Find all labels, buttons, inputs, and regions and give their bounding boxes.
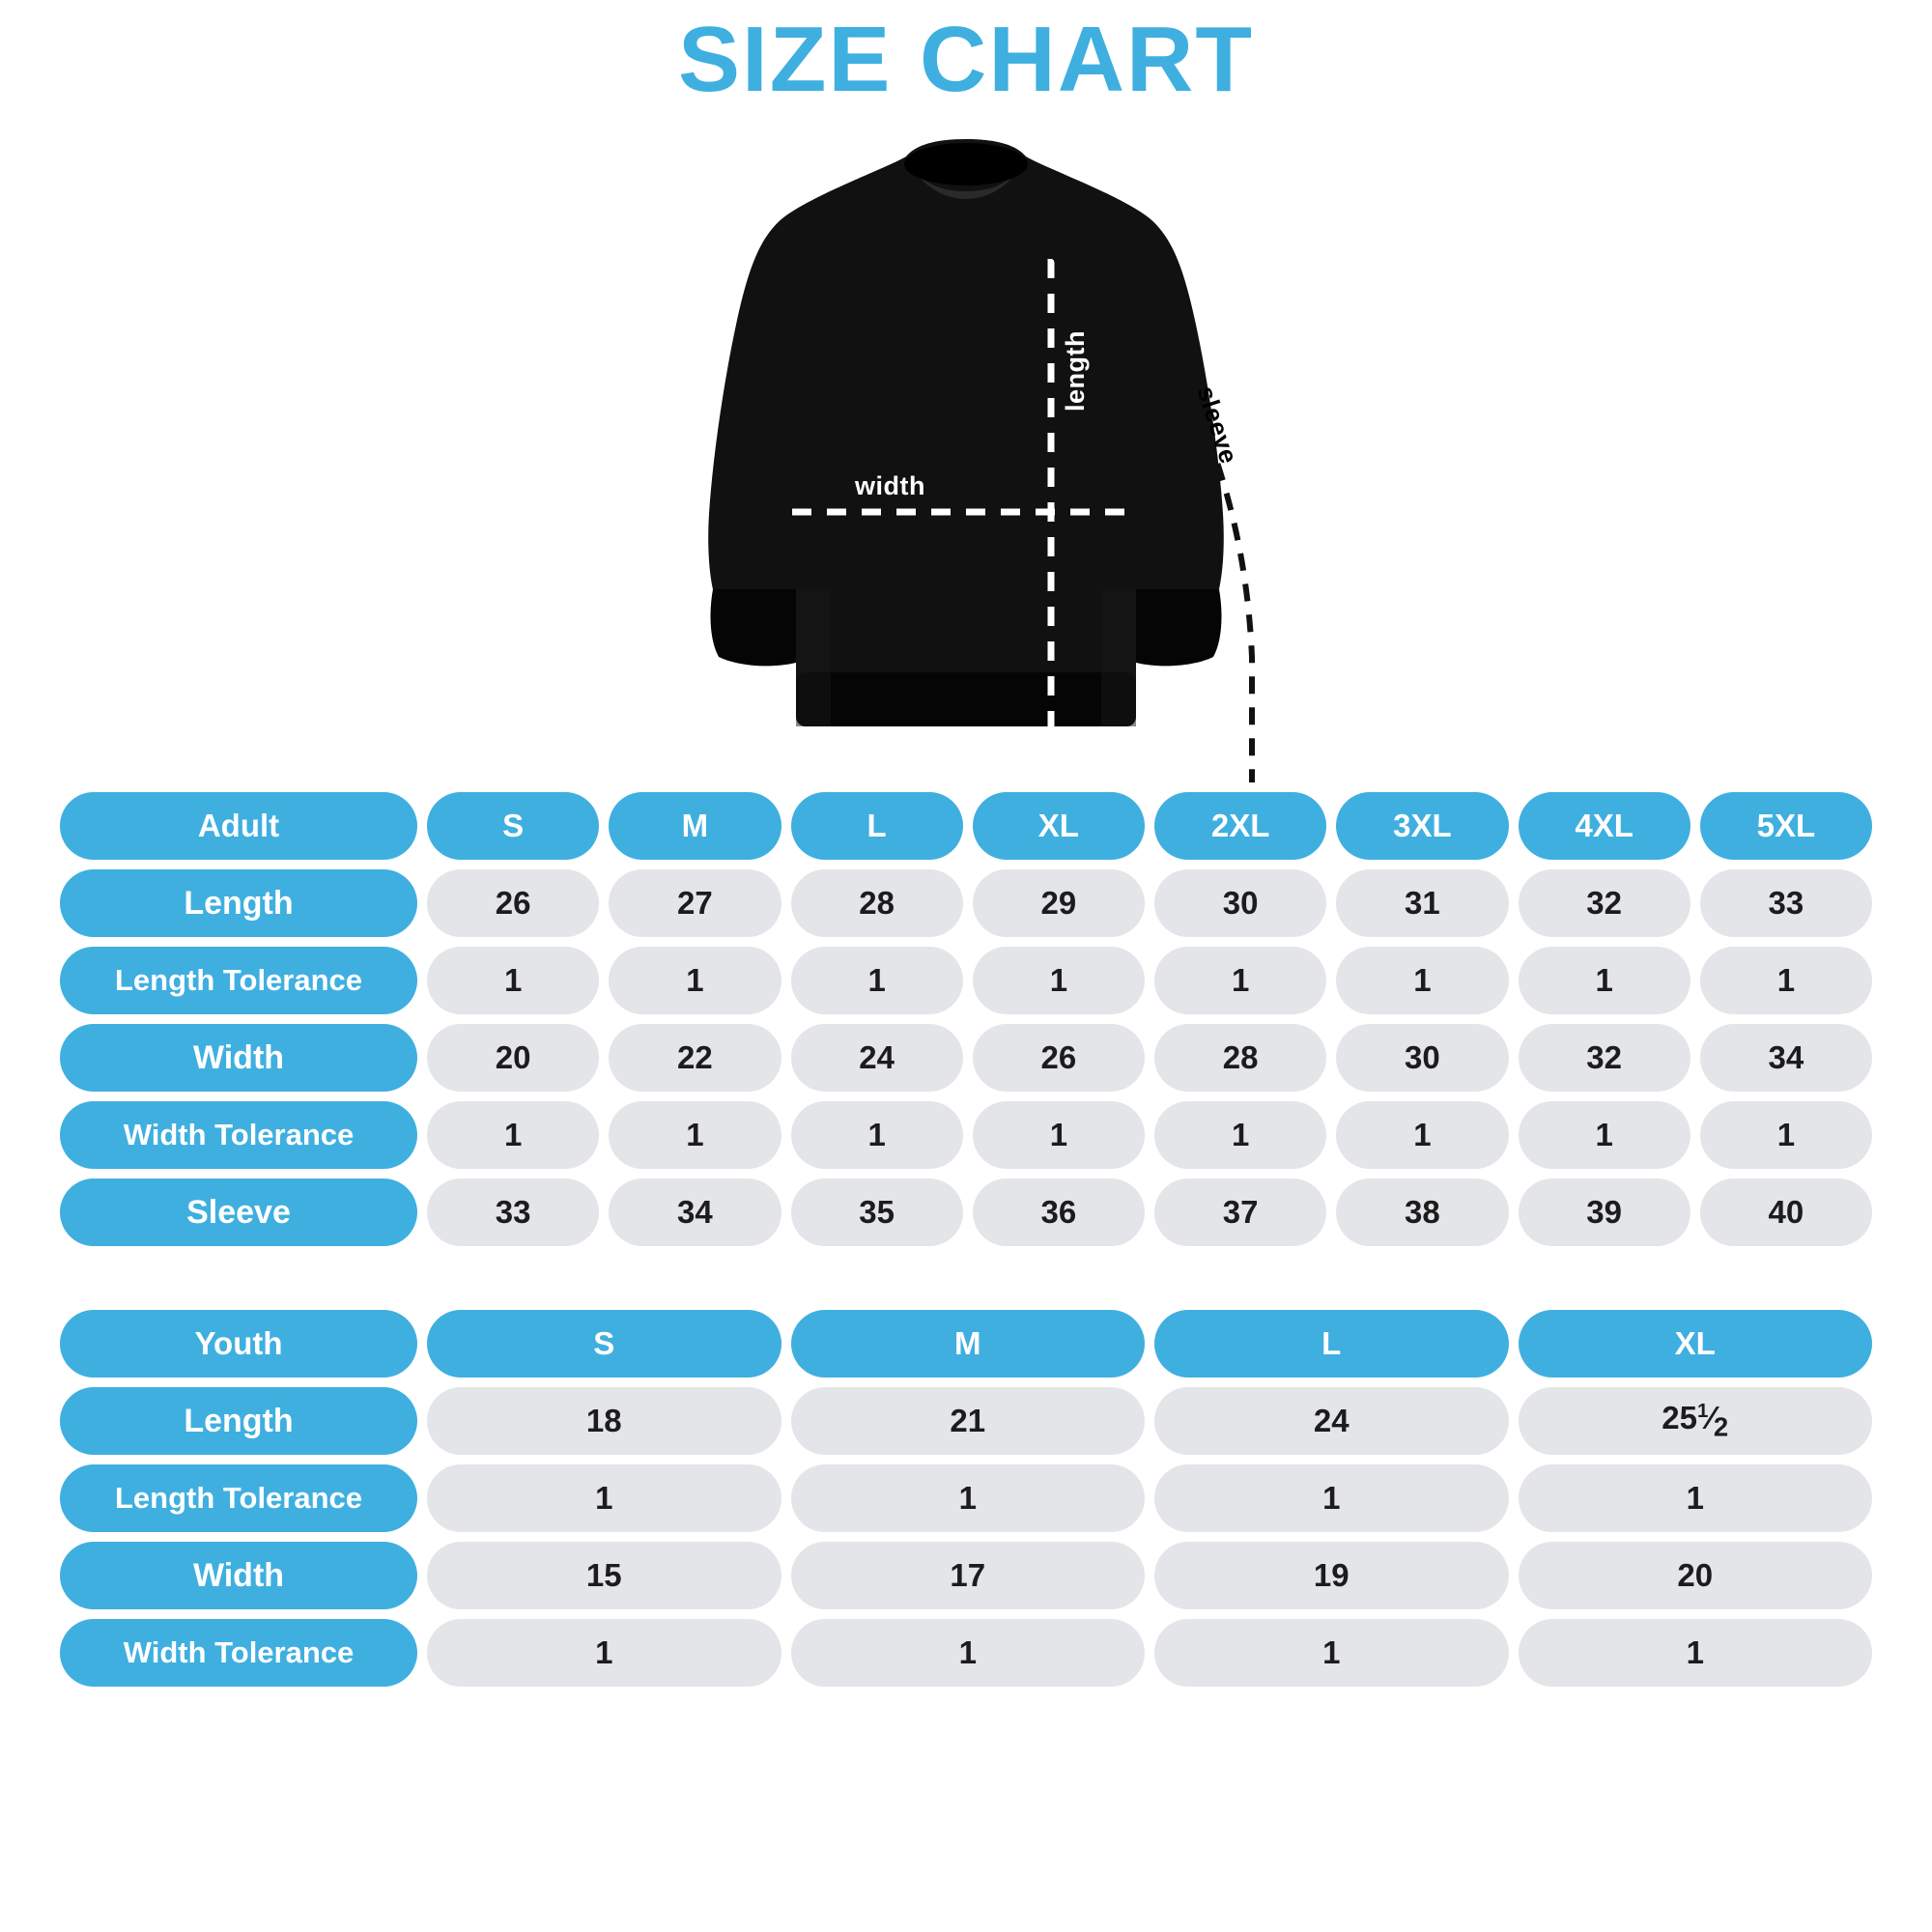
youth-size-table	[50, 1300, 1882, 1696]
adult-length-tol-4xl: 1	[1519, 947, 1690, 1014]
adult-width-l: 24	[791, 1024, 963, 1092]
adult-width-3xl: 30	[1336, 1024, 1508, 1092]
adult-sleeve-s: 33	[427, 1179, 599, 1246]
youth-row-label-width-tolerance: Width Tolerance	[60, 1619, 417, 1687]
youth-width-l: 19	[1154, 1542, 1509, 1609]
table-row	[60, 1619, 1872, 1687]
youth-length-tol-s: 1	[427, 1464, 781, 1532]
adult-sleeve-l: 35	[791, 1179, 963, 1246]
width-label: width	[855, 471, 925, 500]
youth-length-s: 18	[427, 1387, 781, 1455]
table-row	[60, 1387, 1872, 1455]
adult-size-3xl: 3XL	[1336, 792, 1508, 860]
adult-size-table	[50, 782, 1882, 1256]
adult-sleeve-4xl: 39	[1519, 1179, 1690, 1246]
adult-width-5xl: 34	[1700, 1024, 1872, 1092]
adult-size-5xl: 5XL	[1700, 792, 1872, 860]
adult-width-tol-5xl: 1	[1700, 1101, 1872, 1169]
youth-size-s: S	[427, 1310, 781, 1378]
youth-row-label-length-tolerance: Length Tolerance	[60, 1464, 417, 1532]
table-row	[60, 1024, 1872, 1092]
youth-width-tol-xl: 1	[1519, 1619, 1873, 1687]
youth-length-l: 24	[1154, 1387, 1509, 1455]
youth-header-label: Youth	[60, 1310, 417, 1378]
adult-width-tol-4xl: 1	[1519, 1101, 1690, 1169]
adult-length-s: 26	[427, 869, 599, 937]
youth-row-label-length: Length	[60, 1387, 417, 1455]
youth-length-xl: $25^1⁄_2$	[1519, 1387, 1873, 1455]
adult-header-label: Adult	[60, 792, 417, 860]
measurement-guides	[0, 116, 1932, 782]
youth-size-m: M	[791, 1310, 1146, 1378]
table-row	[60, 1179, 1872, 1246]
adult-length-tol-3xl: 1	[1336, 947, 1508, 1014]
adult-sleeve-3xl: 38	[1336, 1179, 1508, 1246]
adult-width-tol-s: 1	[427, 1101, 599, 1169]
table-row	[60, 792, 1872, 860]
youth-length-tol-xl: 1	[1519, 1464, 1873, 1532]
adult-width-xl: 26	[973, 1024, 1145, 1092]
sleeve-label: sleeve	[1191, 383, 1244, 468]
adult-width-tol-l: 1	[791, 1101, 963, 1169]
youth-length-tol-l: 1	[1154, 1464, 1509, 1532]
adult-width-tol-xl: 1	[973, 1101, 1145, 1169]
adult-size-l: L	[791, 792, 963, 860]
table-row	[60, 947, 1872, 1014]
adult-length-2xl: 30	[1154, 869, 1326, 937]
adult-width-4xl: 32	[1519, 1024, 1690, 1092]
youth-length-m: 21	[791, 1387, 1146, 1455]
table-row	[60, 1310, 1872, 1378]
garment-diagram	[0, 116, 1932, 782]
adult-width-tol-2xl: 1	[1154, 1101, 1326, 1169]
adult-sleeve-xl: 36	[973, 1179, 1145, 1246]
adult-size-s: S	[427, 792, 599, 860]
youth-length-tol-m: 1	[791, 1464, 1146, 1532]
adult-length-tol-l: 1	[791, 947, 963, 1014]
adult-row-label-width-tolerance: Width Tolerance	[60, 1101, 417, 1169]
youth-row-label-width: Width	[60, 1542, 417, 1609]
adult-width-m: 22	[609, 1024, 781, 1092]
adult-length-tol-s: 1	[427, 947, 599, 1014]
adult-length-m: 27	[609, 869, 781, 937]
adult-length-tol-m: 1	[609, 947, 781, 1014]
adult-length-4xl: 32	[1519, 869, 1690, 937]
adult-sleeve-m: 34	[609, 1179, 781, 1246]
adult-length-5xl: 33	[1700, 869, 1872, 937]
adult-sleeve-2xl: 37	[1154, 1179, 1326, 1246]
adult-length-xl: 29	[973, 869, 1145, 937]
adult-width-s: 20	[427, 1024, 599, 1092]
adult-width-tol-3xl: 1	[1336, 1101, 1508, 1169]
youth-size-l: L	[1154, 1310, 1509, 1378]
adult-length-tol-2xl: 1	[1154, 947, 1326, 1014]
size-tables	[0, 782, 1932, 1696]
adult-length-tol-5xl: 1	[1700, 947, 1872, 1014]
youth-width-tol-l: 1	[1154, 1619, 1509, 1687]
adult-size-2xl: 2XL	[1154, 792, 1326, 860]
youth-width-tol-m: 1	[791, 1619, 1146, 1687]
table-spacer	[50, 1256, 1882, 1300]
adult-length-tol-xl: 1	[973, 947, 1145, 1014]
adult-length-l: 28	[791, 869, 963, 937]
adult-size-4xl: 4XL	[1519, 792, 1690, 860]
page-title: SIZE CHART	[678, 8, 1254, 111]
youth-width-tol-s: 1	[427, 1619, 781, 1687]
adult-width-tol-m: 1	[609, 1101, 781, 1169]
table-row	[60, 869, 1872, 937]
adult-row-label-length-tolerance: Length Tolerance	[60, 947, 417, 1014]
adult-row-label-length: Length	[60, 869, 417, 937]
adult-row-label-sleeve: Sleeve	[60, 1179, 417, 1246]
adult-width-2xl: 28	[1154, 1024, 1326, 1092]
youth-size-xl: XL	[1519, 1310, 1873, 1378]
length-label: length	[1061, 330, 1090, 412]
youth-width-s: 15	[427, 1542, 781, 1609]
table-row	[60, 1464, 1872, 1532]
table-row	[60, 1542, 1872, 1609]
adult-size-xl: XL	[973, 792, 1145, 860]
adult-length-3xl: 31	[1336, 869, 1508, 937]
youth-width-m: 17	[791, 1542, 1146, 1609]
youth-width-xl: 20	[1519, 1542, 1873, 1609]
adult-sleeve-5xl: 40	[1700, 1179, 1872, 1246]
adult-row-label-width: Width	[60, 1024, 417, 1092]
adult-size-m: M	[609, 792, 781, 860]
table-row	[60, 1101, 1872, 1169]
